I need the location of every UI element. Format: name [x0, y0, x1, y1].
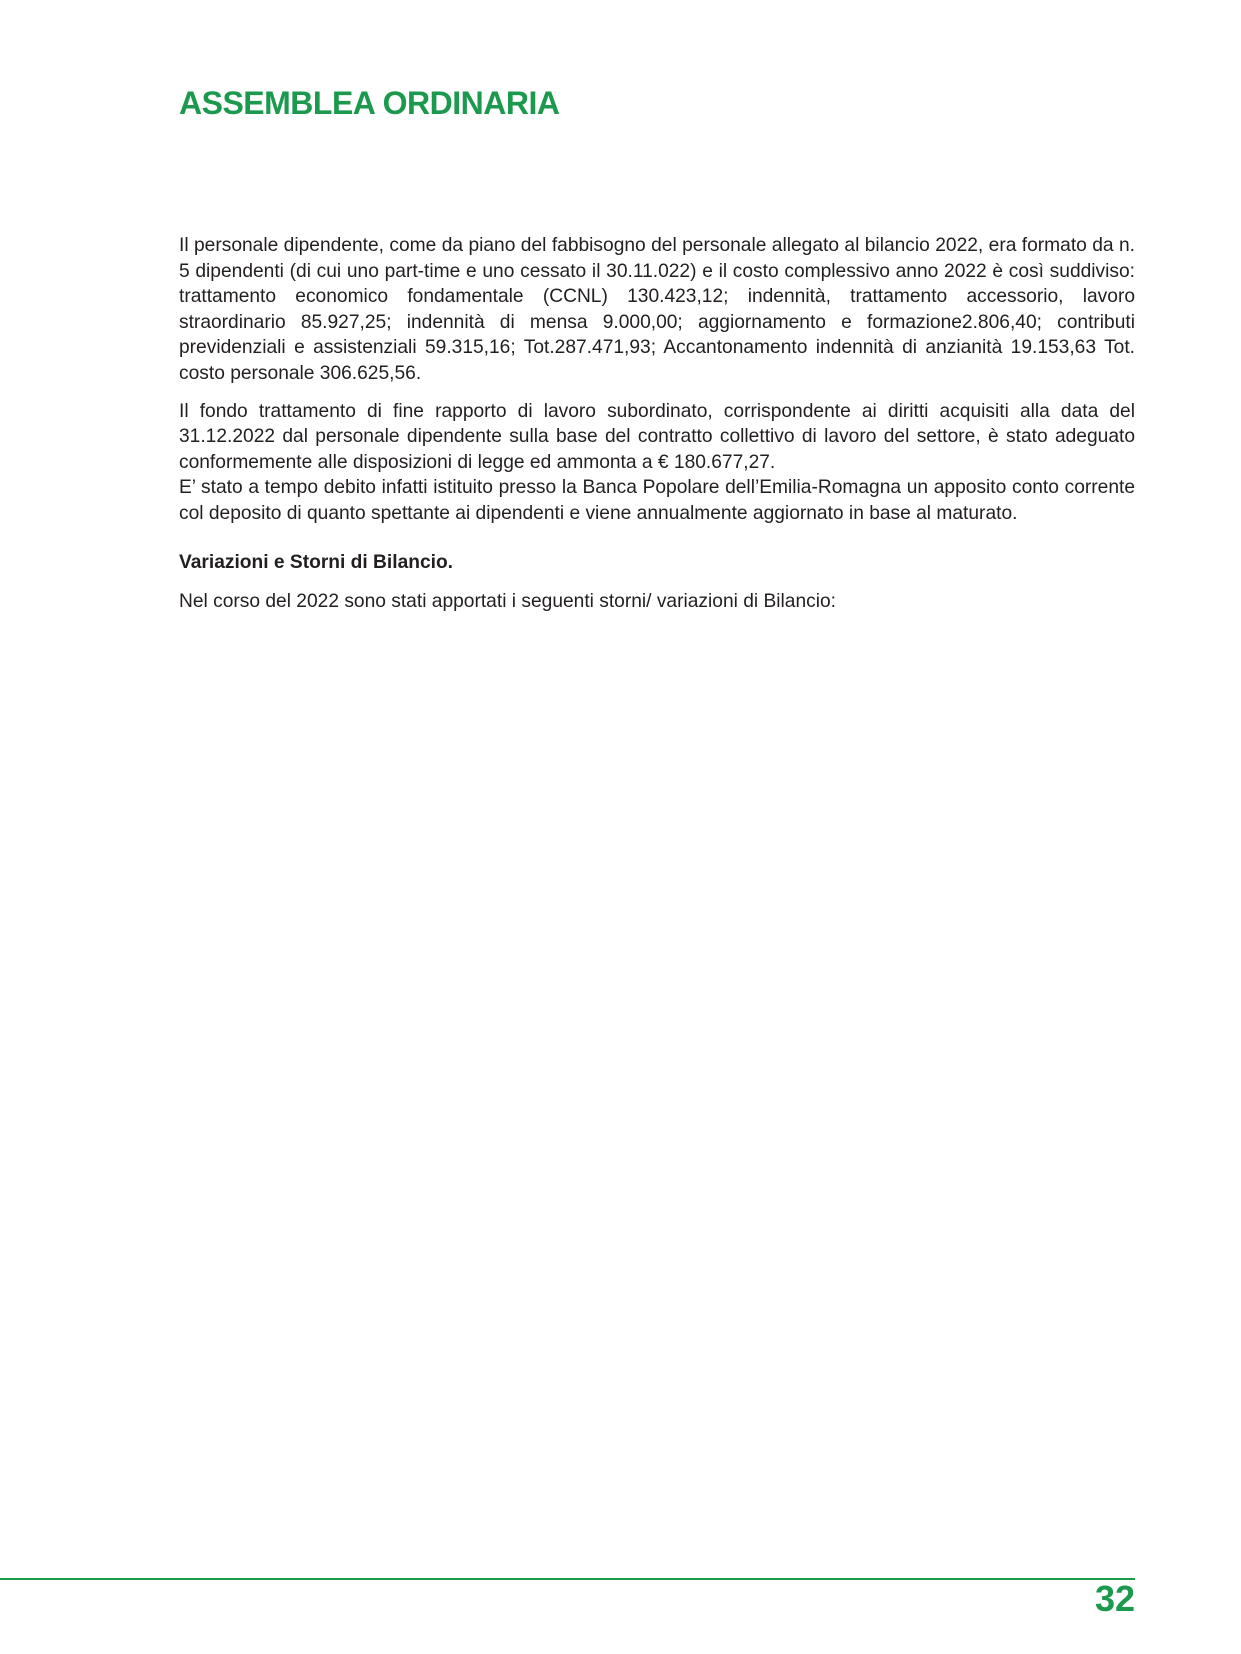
paragraph-bank-account: E’ stato a tempo debito infatti istituito presso la Banca Popolare dell’Emilia-Romagna un apposito conto corrente col deposito di quanto spettante ai dipendenti e viene annualmente aggiornato in base al maturato.	[179, 477, 1135, 524]
subheading-budget-variations: Variazioni e Storni di Bilancio.	[179, 551, 454, 573]
paragraph-personnel-costs: Il personale dipendente, come da piano del fabbisogno del personale allegato al bilancio 2022, era formato da n. 5 dipendenti (di cui uno part-time e uno cessato il 30.11.022) e il costo complessivo anno 2022 è così suddiviso: trattamento economico fondamentale (CCNL) 130.423,12; indennità, trattamento accessorio, lavoro straordinario 85.927,25; indennità di mensa 9.000,00; aggiornamento e formazione2.806,40; contributi previdenziali e assistenziali 59.315,16; Tot.287.471,93; Accantonamento indennità di anzianità 19.153,63 Tot. costo personale 306.625,56.	[179, 235, 1135, 384]
page-number: 32	[1094, 1578, 1135, 1619]
paragraph-severance-fund: Il fondo trattamento di fine rapporto di lavoro subordinato, corrispondente ai diritti acquisiti alla data del 31.12.2022 dal personale dipendente sulla base del contratto collettivo di lavoro del settore, è stato adeguato conformemente alle disposizioni di legge ed ammonta a € 180.677,27.	[179, 400, 1135, 473]
footer-divider	[0, 1578, 1135, 1580]
body-content	[179, 233, 1135, 615]
paragraph-variations-intro: Nel corso del 2022 sono stati apportati i seguenti storni/ variazioni di Bilancio:	[179, 591, 837, 613]
page-title: ASSEMBLEA ORDINARIA	[179, 85, 560, 121]
